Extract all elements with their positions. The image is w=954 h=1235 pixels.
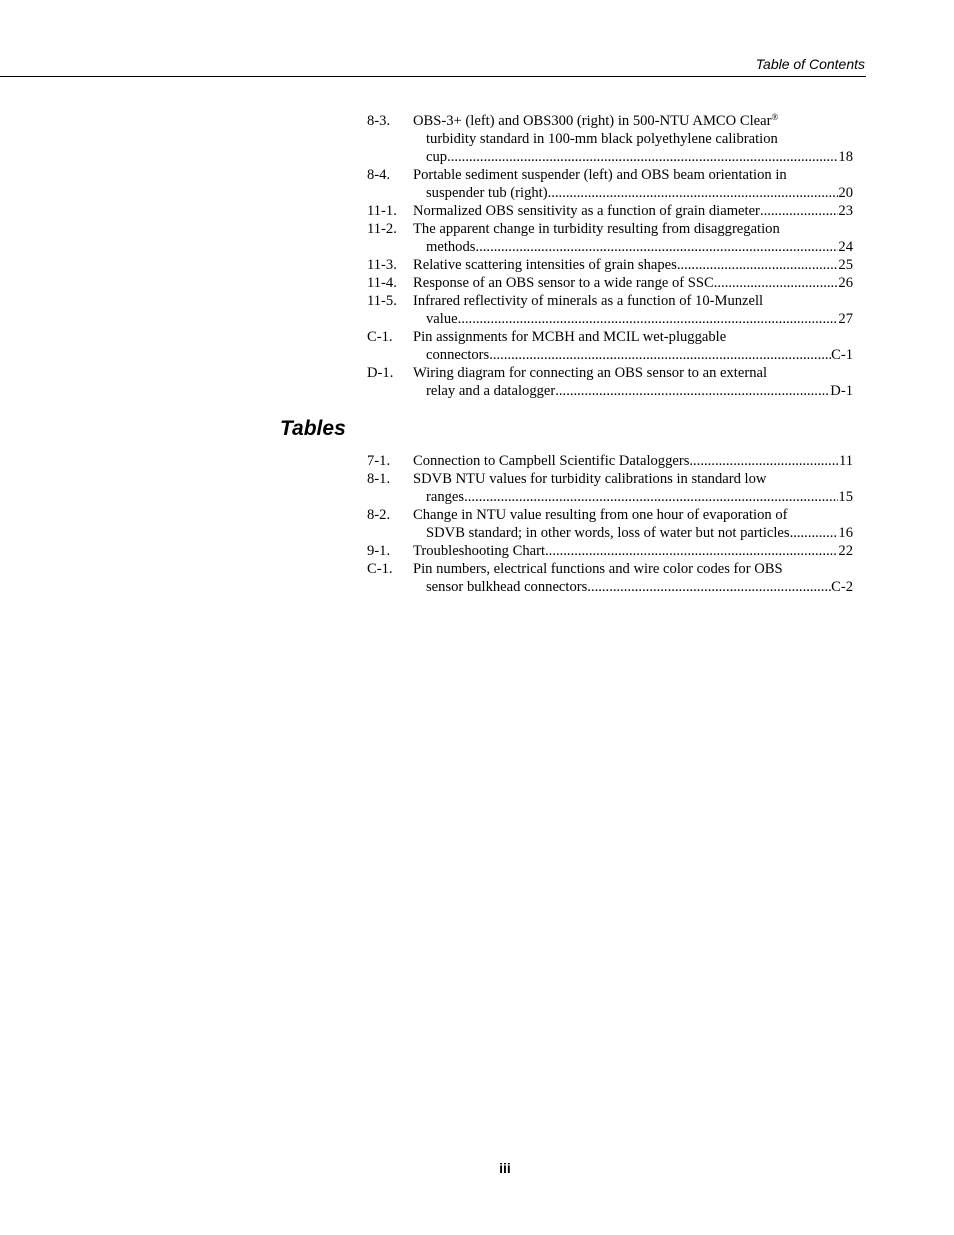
toc-entry: [367, 506, 853, 542]
entry-number: D-1.: [367, 365, 394, 381]
caption-text: OBS-3+ (left) and OBS300 (right) in 500-NTU AMCO Clear: [413, 113, 772, 129]
caption-text: Relative scattering intensities of grain shapes: [413, 257, 677, 273]
caption-text: methods: [426, 239, 476, 255]
caption-text: cup: [426, 149, 448, 165]
toc-entry: [367, 542, 853, 560]
caption-last-line: [413, 202, 853, 220]
caption-last-line: [413, 238, 853, 256]
caption-line: [413, 470, 853, 488]
page-ref: C-2: [831, 579, 853, 595]
caption-text: Pin assignments for MCBH and MCIL wet-pluggable: [413, 329, 727, 345]
page-ref: 18: [838, 149, 853, 165]
caption-text: Normalized OBS sensitivity as a function of grain diameter: [413, 203, 760, 219]
toc-entry: [367, 470, 853, 506]
dot-leader: [714, 274, 839, 292]
caption-line: [413, 328, 853, 346]
caption-text: suspender tub (right): [426, 185, 548, 201]
caption-last-line: [413, 542, 853, 560]
dot-leader: [458, 310, 839, 328]
caption-line: [413, 112, 853, 130]
toc-entry: [367, 220, 853, 256]
toc-entry: [367, 166, 853, 202]
page-number: iii: [499, 1160, 511, 1176]
caption-text: Wiring diagram for connecting an OBS sensor to an external: [413, 365, 768, 381]
list-of-tables: [367, 452, 853, 596]
toc-entry: [367, 328, 853, 364]
caption-text: SDVB standard; in other words, loss of water but not particles.: [426, 525, 794, 541]
caption-text: Change in NTU value resulting from one hour of evaporation of: [413, 507, 788, 523]
page-ref: 15: [838, 489, 853, 505]
caption-text: relay and a datalogger: [426, 383, 556, 399]
dot-leader: [760, 202, 838, 220]
entry-number: C-1.: [367, 329, 393, 345]
entry-number: 11-2.: [367, 221, 397, 237]
caption-text: Infrared reflectivity of minerals as a function of 10-Munzell: [413, 293, 764, 309]
toc-entry: [367, 202, 853, 220]
dot-leader: [545, 542, 838, 560]
entry-caption: [413, 112, 853, 166]
entry-caption: [413, 166, 853, 202]
caption-text: Connection to Campbell Scientific Dataloggers: [413, 453, 690, 469]
toc-entry: [367, 274, 853, 292]
entry-caption: [413, 292, 853, 328]
registered-mark: ®: [771, 112, 779, 122]
entry-caption: [413, 220, 853, 256]
entry-caption: [413, 202, 853, 220]
page-ref: 24: [838, 239, 853, 255]
toc-entry: [367, 112, 853, 166]
caption-text: The apparent change in turbidity resulting from disaggregation: [413, 221, 780, 237]
caption-line: [413, 130, 853, 148]
page-ref: 23: [838, 203, 853, 219]
entry-caption: [413, 470, 853, 506]
caption-last-line: [413, 524, 853, 542]
dot-leader: [548, 184, 839, 202]
running-header: Table of Contents: [755, 56, 865, 72]
entry-number: 8-4.: [367, 167, 391, 183]
caption-text: SDVB NTU values for turbidity calibrations in standard low: [413, 471, 767, 487]
entry-number: 11-3.: [367, 257, 397, 273]
caption-line: [413, 560, 853, 578]
dot-leader: [464, 488, 838, 506]
caption-last-line: [413, 274, 853, 292]
caption-last-line: [413, 310, 853, 328]
page-ref: 22: [838, 543, 853, 559]
caption-line: [413, 220, 853, 238]
entry-caption: [413, 506, 853, 542]
page-ref: D-1: [830, 383, 853, 399]
dot-leader: [591, 578, 831, 596]
page-ref: 25: [838, 257, 853, 273]
entry-number: 8-2.: [367, 507, 391, 523]
entry-caption: [413, 256, 853, 274]
caption-last-line: [413, 148, 853, 166]
entry-caption: [413, 328, 853, 364]
caption-text: Portable sediment suspender (left) and OBS beam orientation in: [413, 167, 787, 183]
caption-text: Troubleshooting Chart: [413, 543, 546, 559]
entry-number: 11-5.: [367, 293, 397, 309]
page-ref: 27: [838, 311, 853, 327]
dot-leader: [689, 452, 839, 470]
caption-last-line: [413, 452, 853, 470]
tables-heading: Tables: [280, 417, 346, 440]
caption-last-line: [413, 488, 853, 506]
caption-last-line: [413, 184, 853, 202]
entry-number: 7-1.: [367, 453, 391, 469]
caption-text: connectors: [426, 347, 490, 363]
entry-number: C-1.: [367, 561, 393, 577]
caption-text: value: [426, 311, 458, 327]
entry-caption: [413, 542, 853, 560]
dot-leader: [677, 256, 839, 274]
toc-entry: [367, 452, 853, 470]
entry-caption: [413, 364, 853, 400]
page-ref: 20: [838, 185, 853, 201]
caption-last-line: [413, 256, 853, 274]
page-ref: 11: [838, 453, 853, 469]
caption-line: [413, 506, 853, 524]
toc-entry: [367, 256, 853, 274]
entry-number: 11-4.: [367, 275, 397, 291]
caption-text: Response of an OBS sensor to a wide range of SSC: [413, 275, 714, 291]
toc-entry: [367, 560, 853, 596]
entry-number: 9-1.: [367, 543, 391, 559]
dot-leader: [489, 346, 831, 364]
entry-caption: [413, 274, 853, 292]
entry-number: 8-1.: [367, 471, 391, 487]
dot-leader: [793, 524, 838, 542]
header-rule: [0, 76, 866, 77]
entry-caption: [413, 560, 853, 596]
caption-line: [413, 166, 853, 184]
toc-entry: [367, 292, 853, 328]
caption-last-line: [413, 382, 853, 400]
caption-line: [413, 364, 853, 382]
caption-text: turbidity standard in 100-mm black polyethylene calibration: [426, 131, 778, 147]
entry-number: 8-3.: [367, 113, 391, 129]
caption-last-line: [413, 346, 853, 364]
caption-text: sensor bulkhead connectors.: [426, 579, 591, 595]
caption-text: ranges: [426, 489, 465, 505]
page-ref: 16: [838, 525, 853, 541]
toc-entry: [367, 364, 853, 400]
caption-text: Pin numbers, electrical functions and wire color codes for OBS: [413, 561, 783, 577]
caption-line: [413, 292, 853, 310]
caption-last-line: [413, 578, 853, 596]
page-ref: 26: [838, 275, 853, 291]
entry-number: 11-1.: [367, 203, 397, 219]
dot-leader: [447, 148, 838, 166]
page-ref: C-1: [831, 347, 853, 363]
dot-leader: [475, 238, 838, 256]
dot-leader: [555, 382, 830, 400]
entry-caption: [413, 452, 853, 470]
list-of-figures: [367, 112, 853, 400]
